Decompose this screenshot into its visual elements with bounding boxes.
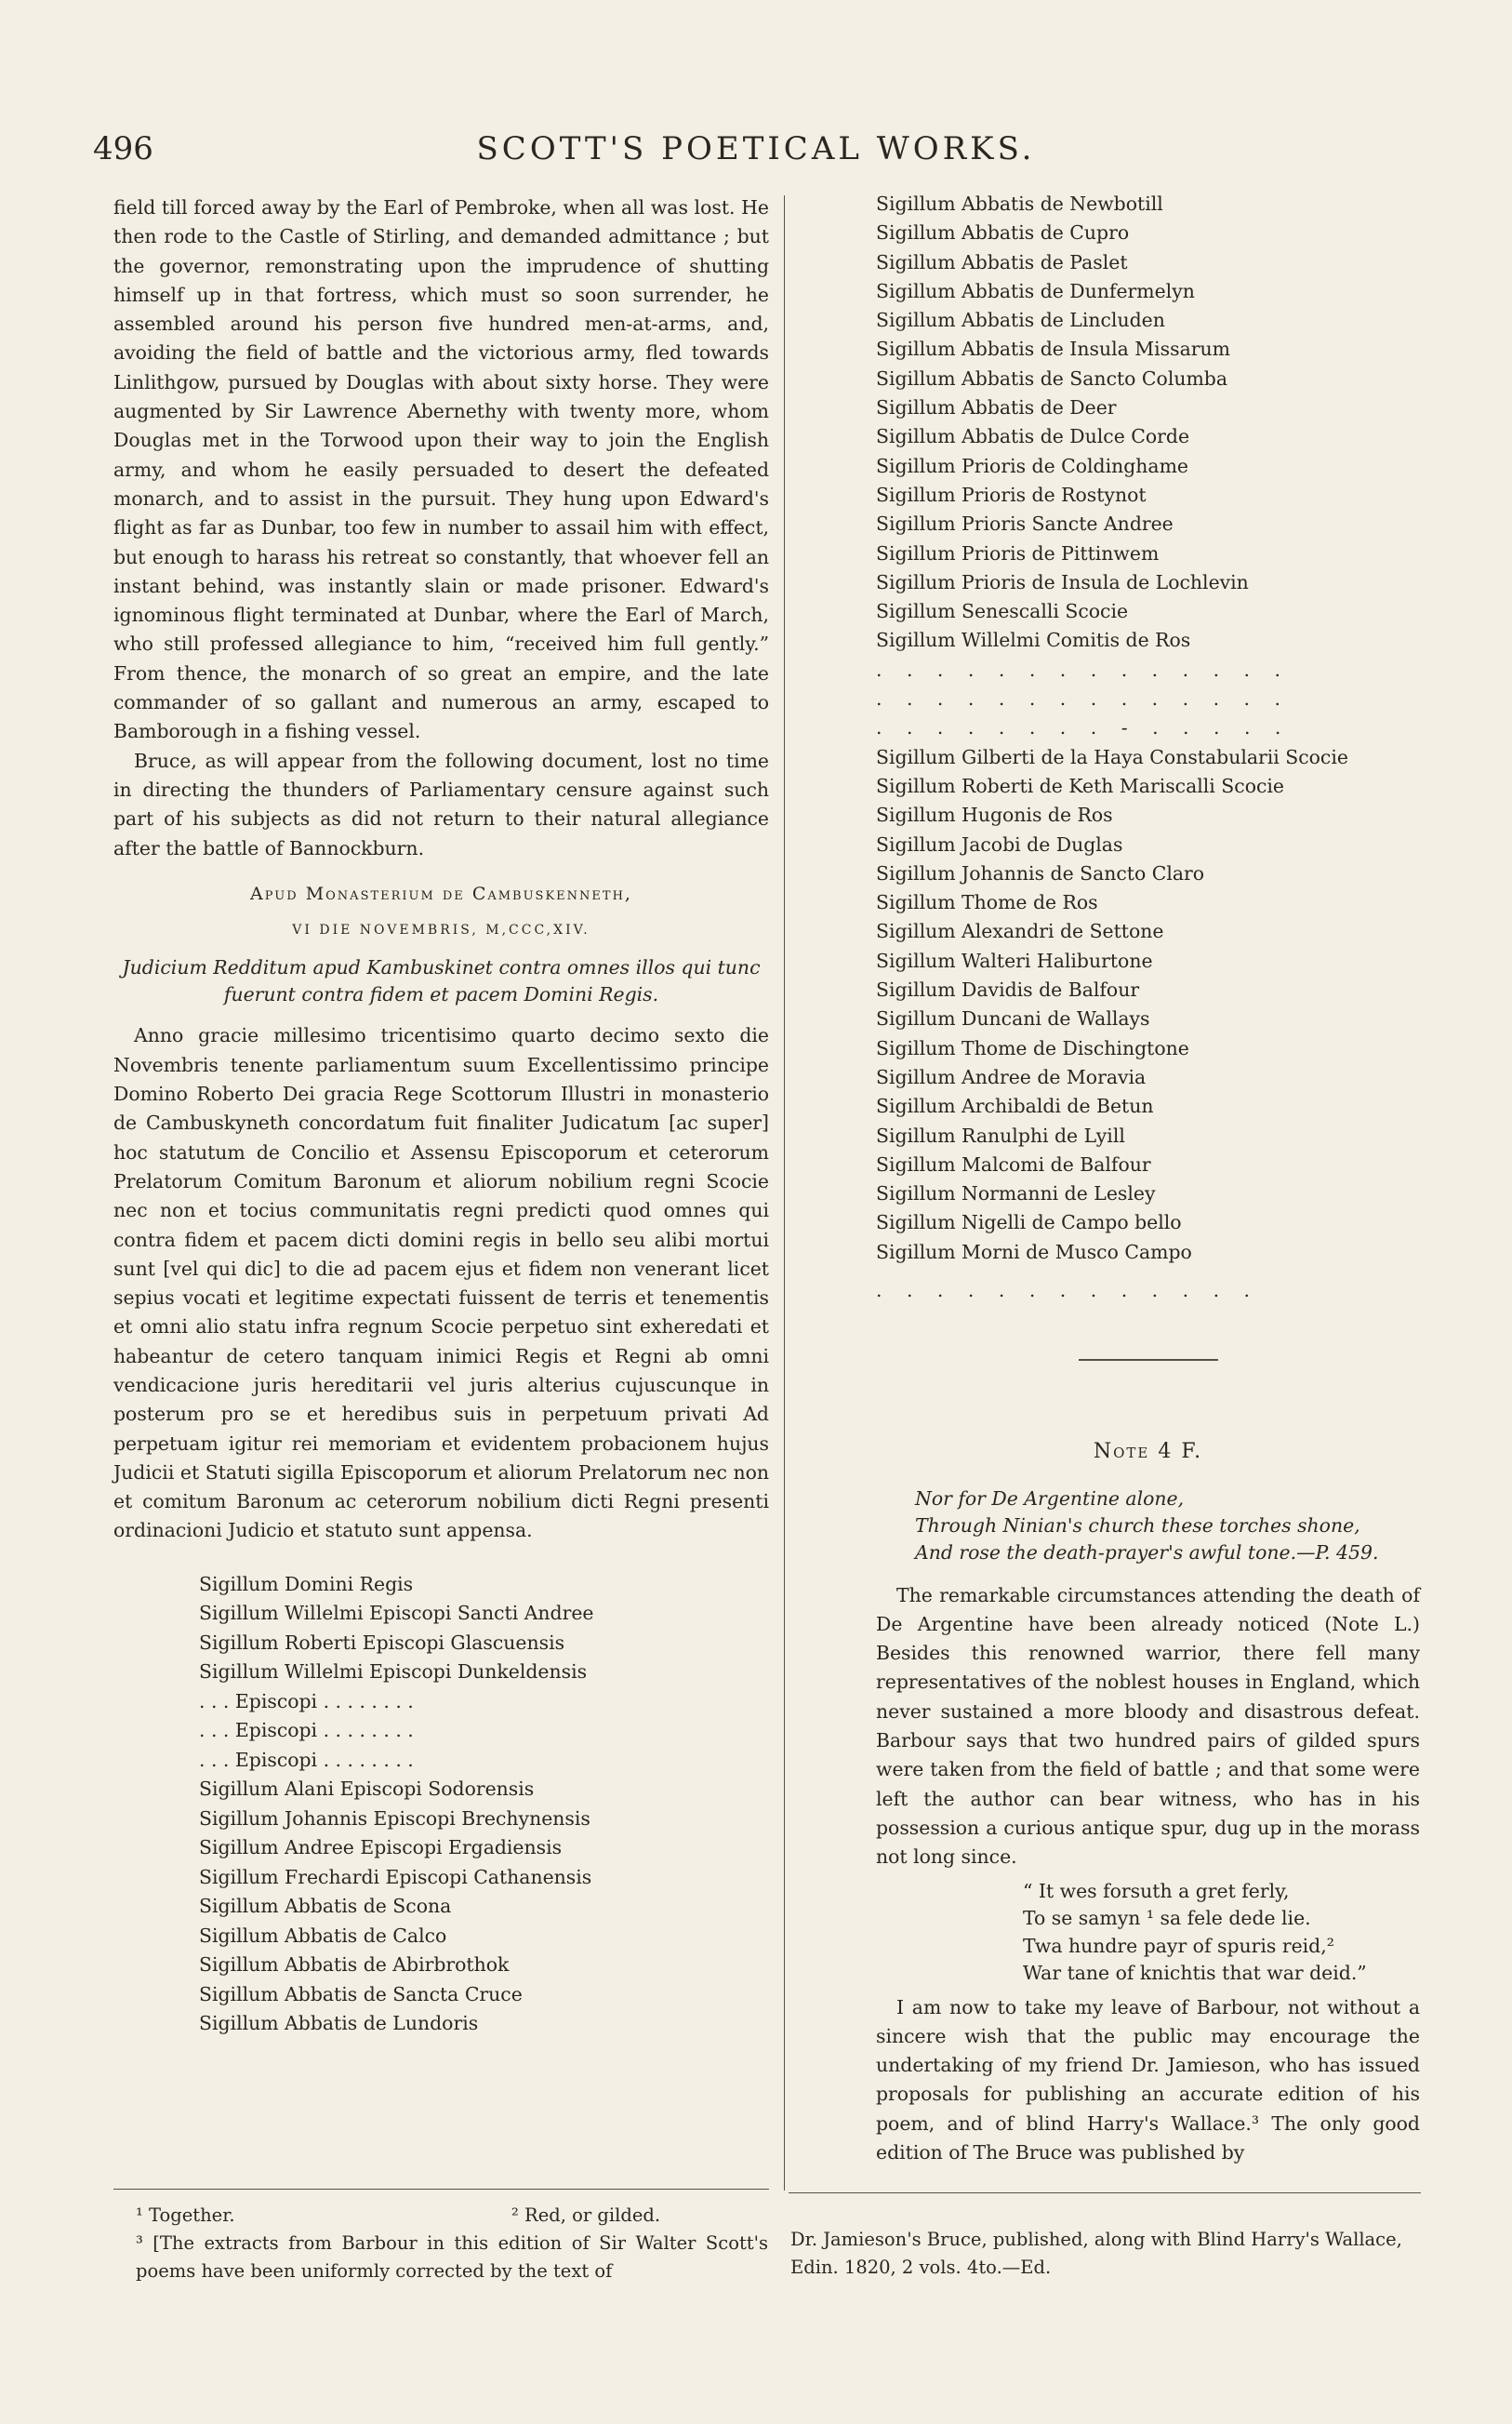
body-paragraph: Bruce, as will appear from the following document, lost no time in directing the thunders of Parliamentary censure against such part of his subjects as did not return to their natural allegiance after the battle of Bannockburn. [113, 749, 769, 859]
seal-list [876, 743, 1420, 1267]
list-item: Sigillum Walteri Haliburtone [876, 949, 1153, 972]
list-item: Sigillum Ranulphi de Lyill [876, 1124, 1125, 1147]
list-item: Sigillum Duncani de Wallays [876, 1007, 1150, 1031]
body-paragraph: The remarkable circumstances attending the death of De Argentine have been already noticed (Note L.) Besides this renowned warrior, there fell many representatives of the noblest houses in England, which never sustained a more bloody and disastrous defeat. Barbour says that two hundred pairs of gilded spurs were taken from the field of battle ; and that some were left the author can bear witness, who has in his possession a curious antique spur, dug up in the morass not long since. [876, 1583, 1420, 1869]
list-item: Sigillum Alexandri de Settone [876, 920, 1164, 943]
list-item: Sigillum Willelmi Comitis de Ros [876, 629, 1191, 652]
page-number: 496 [93, 130, 153, 167]
list-item: Sigillum Normanni de Lesley [876, 1182, 1156, 1205]
list-item: Sigillum Prioris de Pittinwem [876, 541, 1160, 565]
list-item: Sigillum Willelmi Episcopi Dunkeldensis [199, 1660, 588, 1684]
ellipsis-line: . . . . . . . . - . . . . . [876, 716, 1291, 739]
ellipsis-line: . . . . . . . . . . . . . [876, 1278, 1260, 1301]
left-column [113, 193, 769, 2039]
list-item: Sigillum Gilberti de la Haya Constabularii Scocie [876, 745, 1348, 768]
list-item: Sigillum Senescalli Scocie [876, 600, 1129, 623]
list-item: Sigillum Johannis de Sancto Claro [876, 861, 1205, 885]
note-title: Note 4 F. [1093, 1440, 1203, 1464]
list-item: Sigillum Abbatis de Scona [199, 1895, 452, 1918]
list-item: Sigillum Prioris de Coldinghame [876, 454, 1188, 477]
section-rule [1079, 1359, 1218, 1361]
list-item: Sigillum Hugonis de Ros [876, 804, 1113, 827]
list-item: Sigillum Morni de Musco Campo [876, 1240, 1192, 1263]
list-item: Sigillum Roberti Episcopi Glascuensis [199, 1631, 565, 1654]
list-item: Sigillum Prioris Sancte Andree [876, 513, 1174, 536]
list-item: Sigillum Abbatis de Dulce Corde [876, 425, 1190, 448]
document-italic-title: Judicium Redditum apud Kambuskinet contra omnes illos qui tunc fuerunt contra fidem et pacem Domini Regis. [122, 956, 761, 1006]
list-item: . . . Episcopi . . . . . . . . [199, 1689, 414, 1712]
footnote-rule [789, 2192, 1421, 2193]
verse-quote [1023, 1878, 1420, 1988]
ellipsis-line: . . . . . . . . . . . . . . [876, 658, 1291, 681]
column-divider [784, 195, 785, 2191]
list-item: Sigillum Nigelli de Campo bello [876, 1211, 1182, 1234]
list-item: Sigillum Andree de Moravia [876, 1065, 1147, 1088]
list-item: Sigillum Frechardi Episcopi Cathanensis [199, 1865, 592, 1888]
list-item: Sigillum Abbatis de Lincluden [876, 309, 1165, 332]
footnote: ¹ Together. [136, 2204, 235, 2226]
list-item: Sigillum Abbatis de Sancto Columba [876, 366, 1228, 390]
list-item: Sigillum Willelmi Episcopi Sancti Andree [199, 1602, 594, 1625]
footnote: Dr. Jamieson's Bruce, published, along with Blind Harry's Wallace, Edin. 1820, 2 vols. 4to.—Ed. [790, 2229, 1402, 2278]
list-item: Sigillum Andree Episcopi Ergadiensis [199, 1836, 563, 1859]
list-item: Sigillum Abbatis de Paslet [876, 250, 1128, 273]
list-item: Sigillum Abbatis de Lundoris [199, 2012, 479, 2035]
document-date: VI DIE NOVEMBRIS, M,CCC,XIV. [292, 923, 590, 939]
body-paragraph: I am now to take my leave of Barbour, not without a sincere wish that the public may encourage the undertaking of my friend Dr. Jamieson, who has issued proposals for publishing an accurate edition of his poem, and of blind Harry's Wallace.³ The only good edition of The Bruce was published by [876, 1995, 1420, 2164]
verse-line: Twa hundre payr of spuris reid,² [1023, 1934, 1334, 1957]
document-heading: Apud Monasterium de Cambuskenneth, [250, 883, 632, 904]
list-item: Sigillum Abbatis de Dunfermelyn [876, 279, 1195, 302]
ellipsis-line: . . . . . . . . . . . . . . [876, 687, 1291, 711]
list-item: Sigillum Abbatis de Calco [199, 1924, 447, 1947]
footnote: ² Red, or gilded. [511, 2204, 661, 2226]
list-item: Sigillum Archibaldi de Betun [876, 1095, 1154, 1118]
verse-line: To se samyn ¹ sa fele dede lie. [1023, 1907, 1311, 1930]
list-item: Sigillum Davidis de Balfour [876, 979, 1140, 1002]
body-paragraph: field till forced away by the Earl of Pembroke, when all was lost. He then rode to the Castle of Stirling, and demanded admittance ; but the governor, remonstrating upon the imprudence of shutting himself up in that fortress, which must so soon surrender, he assembled around his person five hundred men-at-arms, and, avoiding the field of battle and the victorious army, fled towards Linlithgow, pursued by Douglas with about sixty horse. They were augmented by Sir Lawrence Abernethy with twenty more, whom Douglas met in the Torwood upon their way to join the English army, and whom he easily persuaded to desert the defeated monarch, and to assist in the pursuit. They hung upon Edward's flight as far as Dunbar, too few in number to assail him with effect, but enough to harass his retreat so constantly, that whoever fell an instant behind, was instantly slain or made prisoner. Edward's ignominous flight terminated at Dunbar, where the Earl of March, who still professed allegiance to him, “received him full gently.” From thence, the monarch of so great an empire, and the late commander of so gallant and numerous an army, escaped to Bamborough in a fishing vessel. [113, 196, 769, 743]
verse-line: War tane of knichtis that war deid.” [1023, 1962, 1367, 1985]
epigraph-line: And rose the death-prayer's awful tone.—P. 459. [915, 1540, 1379, 1564]
footnote: ³ [The extracts from Barbour in this edition of Sir Walter Scott's poems have been uniformly corrected by the text of [136, 2232, 768, 2282]
list-item: . . . Episcopi . . . . . . . . [199, 1719, 414, 1742]
list-item: Sigillum Malcomi de Balfour [876, 1152, 1151, 1176]
list-item: Sigillum Thome de Dischingtone [876, 1036, 1189, 1059]
list-item: Sigillum Prioris de Rostynot [876, 483, 1147, 506]
list-item: . . . Episcopi . . . . . . . . [199, 1748, 414, 1771]
footnote-rule [113, 2189, 769, 2190]
seal-list [876, 190, 1420, 656]
list-item: Sigillum Thome de Ros [876, 891, 1098, 914]
list-item: Sigillum Alani Episcopi Sodorensis [199, 1778, 535, 1801]
page-header [0, 130, 1512, 177]
epigraph-line: Through Ninian's church these torches shone, [915, 1513, 1360, 1537]
list-item: Sigillum Abbatis de Newbotill [876, 193, 1163, 215]
list-item: Sigillum Abbatis de Cupro [876, 221, 1130, 245]
right-column [876, 190, 1420, 2167]
list-item: Sigillum Jacobi de Duglas [876, 832, 1123, 856]
list-item: Sigillum Abbatis de Deer [876, 396, 1117, 420]
seal-list [199, 1570, 769, 2039]
list-item: Sigillum Abbatis de Sancta Cruce [199, 1982, 523, 2005]
verse-line: “ It wes forsuth a gret ferly, [1023, 1879, 1290, 1902]
list-item: Sigillum Prioris de Insula de Lochlevin [876, 570, 1249, 593]
epigraph-line: Nor for De Argentine alone, [915, 1486, 1185, 1510]
list-item: Sigillum Abbatis de Abirbrothok [199, 1953, 510, 1977]
list-item: Sigillum Roberti de Keth Mariscalli Scocie [876, 774, 1284, 797]
latin-paragraph: Anno gracie millesimo tricentisimo quarto decimo sexto die Novembris tenente parliamentum suum Excellentissimo principe Domino Roberto Dei gracia Rege Scottorum Illustri in monasterio de Cambuskyneth concordatum fuit finaliter Judicatum [ac super] hoc statutum de Concilio et Assensu Episcoporum et ceterorum Prelatorum Comitum Baronum et aliorum nobilium regni Scocie nec non et tocius communitatis regni predicti quod omnes qui contra fidem et pacem dicti domini regis in bello seu alibi mortui sunt [vel qui dic] to die ad pacem ejus et fidem non venerant licet sepius vocati et legitime expectati fuissent de terris et tenementis et omni alio statu infra regnum Scocie perpetuo sint exheredati et habeantur de cetero tanquam inimici Regis et Regni ab omni vendicacione juris hereditarii vel juris alterius cujuscunque in posterum pro se et heredibus suis in perpetuum privati Ad perpetuam igitur rei memoriam et evidentem probacionem hujus Judicii et Statuti sigilla Episcoporum et aliorum Prelatorum nec non et comitum Baronum ac ceterorum nobilium dicti Regni presenti ordinacioni Judicio et statuto sunt appensa. [113, 1024, 769, 1542]
list-item: Sigillum Johannis Episcopi Brechynensis [199, 1806, 590, 1830]
list-item: Sigillum Abbatis de Insula Missarum [876, 338, 1230, 361]
running-title: SCOTT'S POETICAL WORKS. [476, 130, 1036, 167]
epigraph [915, 1485, 1420, 1566]
list-item: Sigillum Domini Regis [199, 1572, 414, 1595]
